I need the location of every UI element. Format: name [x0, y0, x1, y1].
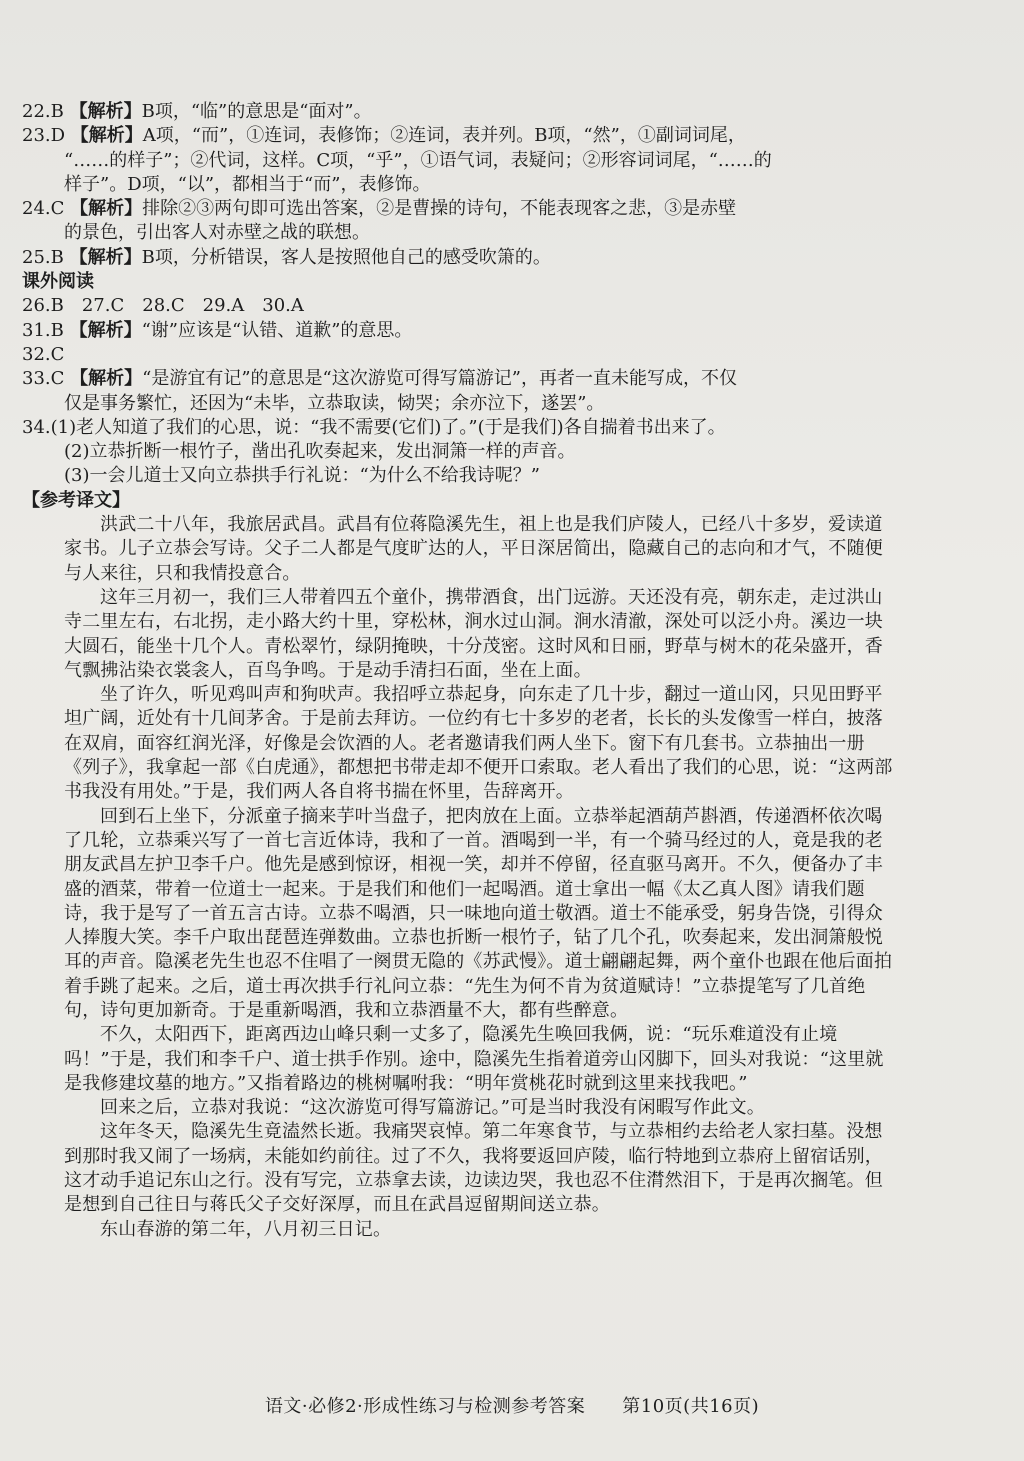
answers-26-30: 26.B 27.C 28.C 29.A 30.A [22, 295, 304, 317]
translation-paragraph: 回来之后，立恭对我说：“这次游览可得写篇游记。”可是当时我没有闲暇写作此文。 [100, 1097, 766, 1119]
answer-number: 23.D [22, 125, 66, 147]
answer-number: 25.B [22, 246, 64, 268]
translation-paragraph: 不久，太阳西下，距离西边山峰只剩一丈多了，隐溪先生唤回我俩，说：“玩乐难道没有止境吗！”于是，我们和李千户、道士拱手作别。途中，隐溪先生指着道旁山冈脚下，回头对我说：“这里就是我修建坟墓的地方。”又指着路边的桃树嘱咐我：“明年赏桃花时就到这里来找我吧。” [64, 1024, 884, 1094]
analysis-tag: 【解析】 [70, 368, 143, 390]
answer-number: 31.B [22, 319, 64, 341]
answer-22 [22, 100, 862, 124]
analysis-tag: 【解析】 [70, 125, 143, 147]
answer-33 [22, 367, 862, 391]
answer-number: 33.C [22, 368, 65, 390]
analysis-tag: 【解析】 [70, 198, 143, 220]
answer-24-cont-1: 的景色，引出客人对赤壁之战的联想。 [64, 222, 370, 244]
translation-title: 【参考译文】 [22, 489, 130, 511]
answer-content [22, 100, 893, 1242]
answer-24 [22, 197, 862, 221]
answer-33-cont: 仅是事务繁忙，还因为“未毕，立恭取读，恸哭；余亦泣下，遂罢”。 [64, 392, 605, 414]
translation-paragraph: 回到石上坐下，分派童子摘来芋叶当盘子，把肉放在上面。立恭举起酒葫芦斟酒，传递酒杯依次喝了几轮，立恭乘兴写了一首七言近体诗，我和了一首。酒喝到一半，有一个骑马经过的人，竟是我的老朋友武昌左护卫李千户。他先是感到惊讶，相视一笑，却并不停留，径直驱马离开。不久，便备办了丰盛的酒菜，带着一位道士一起来。于是我们和他们一起喝酒。道士拿出一幅《太乙真人图》请我们题诗，我于是写了一首五言古诗。立恭不喝酒，只一味地向道士敬酒。道士不能承受，躬身告饶，引得众人捧腹大笑。李千户取出琵琶连弹数曲。立恭也折断一根竹子，钻了几个孔，吹奏起来，发出洞箫般悦耳的声音。隐溪老先生也忍不住唱了一阕贯无隐的《苏武慢》。道士翩翩起舞，两个童仆也跟在他后面拍着手跳了起来。之后，道士再次拱手行礼问立恭：“先生为何不肯为贫道赋诗！”立恭提笔写了几首绝句，诗句更加新奇。于是重新喝酒，我和立恭酒量不大，都有些醉意。 [64, 805, 893, 1021]
translation-paragraph: 这年三月初一，我们三人带着四五个童仆，携带酒食，出门远游。天还没有亮，朝东走，走过洪山寺二里左右，右北拐，走小路大约十里，穿松林，涧水过山洞。涧水清澈，深处可以泛小舟。溪边一块大圆石，能坐十几个人。青松翠竹，绿阴掩映，十分茂密。这时风和日丽，野草与树木的花朵盛开，香气飘拂沾染衣裳衾人，百鸟争鸣。于是动手清扫石面，坐在上面。 [64, 586, 883, 681]
translation-paragraph: 洪武二十八年，我旅居武昌。武昌有位蒋隐溪先生，祖上也是我们庐陵人，已经八十多岁，爱读道家书。儿子立恭会写诗。父子二人都是气度旷达的人，平日深居简出，隐藏自己的志向和才气，不随便与人来往，只和我情投意合。 [64, 514, 883, 584]
translation-paragraph: 这年冬天，隐溪先生竟溘然长逝。我痛哭哀悼。第二年寒食节，与立恭相约去给老人家扫墓。没想到那时我又闹了一场病，未能如约前往。过了不久，我将要返回庐陵，临行特地到立恭府上留宿话别，这才动手追记东山之行。没有写完，立恭拿去读，边读边哭，我也忍不住潸然泪下，于是再次搁笔。但是想到自己往日与蒋氏父子交好深厚，而且在武昌逗留期间送立恭。 [64, 1121, 883, 1216]
answer-text: B项，“临”的意思是“面对”。 [141, 101, 372, 122]
page-footer: 语文·必修2·形成性练习与检测参考答案 第10页(共16页) [264, 1396, 760, 1417]
answer-23 [22, 124, 862, 148]
answer-25 [22, 246, 862, 270]
answer-34-2: (2)立恭折断一根竹子，凿出孔吹奏起来，发出洞箫一样的声音。 [64, 441, 576, 463]
answer-text: A项，“而”，①连词，表修饰；②连词，表并列。B项，“然”，①副词词尾， [142, 125, 746, 147]
answer-text: “谢”应该是“认错、道歉”的意思。 [141, 319, 413, 341]
section-title: 课外阅读 [22, 271, 94, 293]
answer-32: 32.C [22, 343, 65, 365]
answer-text: B项，分析错误，客人是按照他自己的感受吹箫的。 [141, 246, 551, 268]
answer-text: “是游宜有记”的意思是“这次游览可得写篇游记”，再者一直未能写成，不仅 [142, 368, 737, 390]
answer-34-1: 34.(1)老人知道了我们的心思，说：“我不需要(它们)了。”(于是我们)各自揣着书出来了。 [22, 416, 726, 438]
answer-number: 24.C [22, 198, 65, 220]
answer-text: 排除②③两句即可选出答案，②是曹操的诗句，不能表现客之悲，③是赤壁 [142, 198, 737, 220]
translation-body [22, 513, 893, 1242]
translation-paragraph: 东山春游的第二年，八月初三日记。 [100, 1218, 392, 1240]
answer-34-3: (3)一会儿道士又向立恭拱手行礼说：“为什么不给我诗呢？” [64, 465, 540, 487]
translation-paragraph: 坐了许久，听见鸡叫声和狗吠声。我招呼立恭起身，向东走了几十步，翻过一道山冈，只见田野平坦广阔，近处有十几间茅舍。于是前去拜访。一位约有七十多岁的老者，长长的头发像雪一样白，披落在双肩，面容红润光泽，好像是会饮酒的人。老者邀请我们两人坐下。窗下有几套书。立恭抽出一册《列子》，我拿起一部《白虎通》，都想把书带走却不便开口索取。老人看出了我们的心思，说：“这两部书我没有用处。”于是，我们两人各自将书揣在怀里，告辞离开。 [64, 684, 893, 803]
answer-number: 22.B [22, 101, 64, 122]
analysis-tag: 【解析】 [69, 319, 142, 341]
analysis-tag: 【解析】 [69, 246, 142, 268]
answer-23-cont-1: “……的样子”；②代词，这样。C项，“乎”，①语气词，表疑问；②形容词词尾，“……的 [64, 149, 772, 171]
answer-23-cont-2: 样子”。D项，“以”，都相当于“而”，表修饰。 [64, 173, 431, 195]
answer-31 [22, 319, 862, 343]
analysis-tag: 【解析】 [69, 101, 142, 122]
